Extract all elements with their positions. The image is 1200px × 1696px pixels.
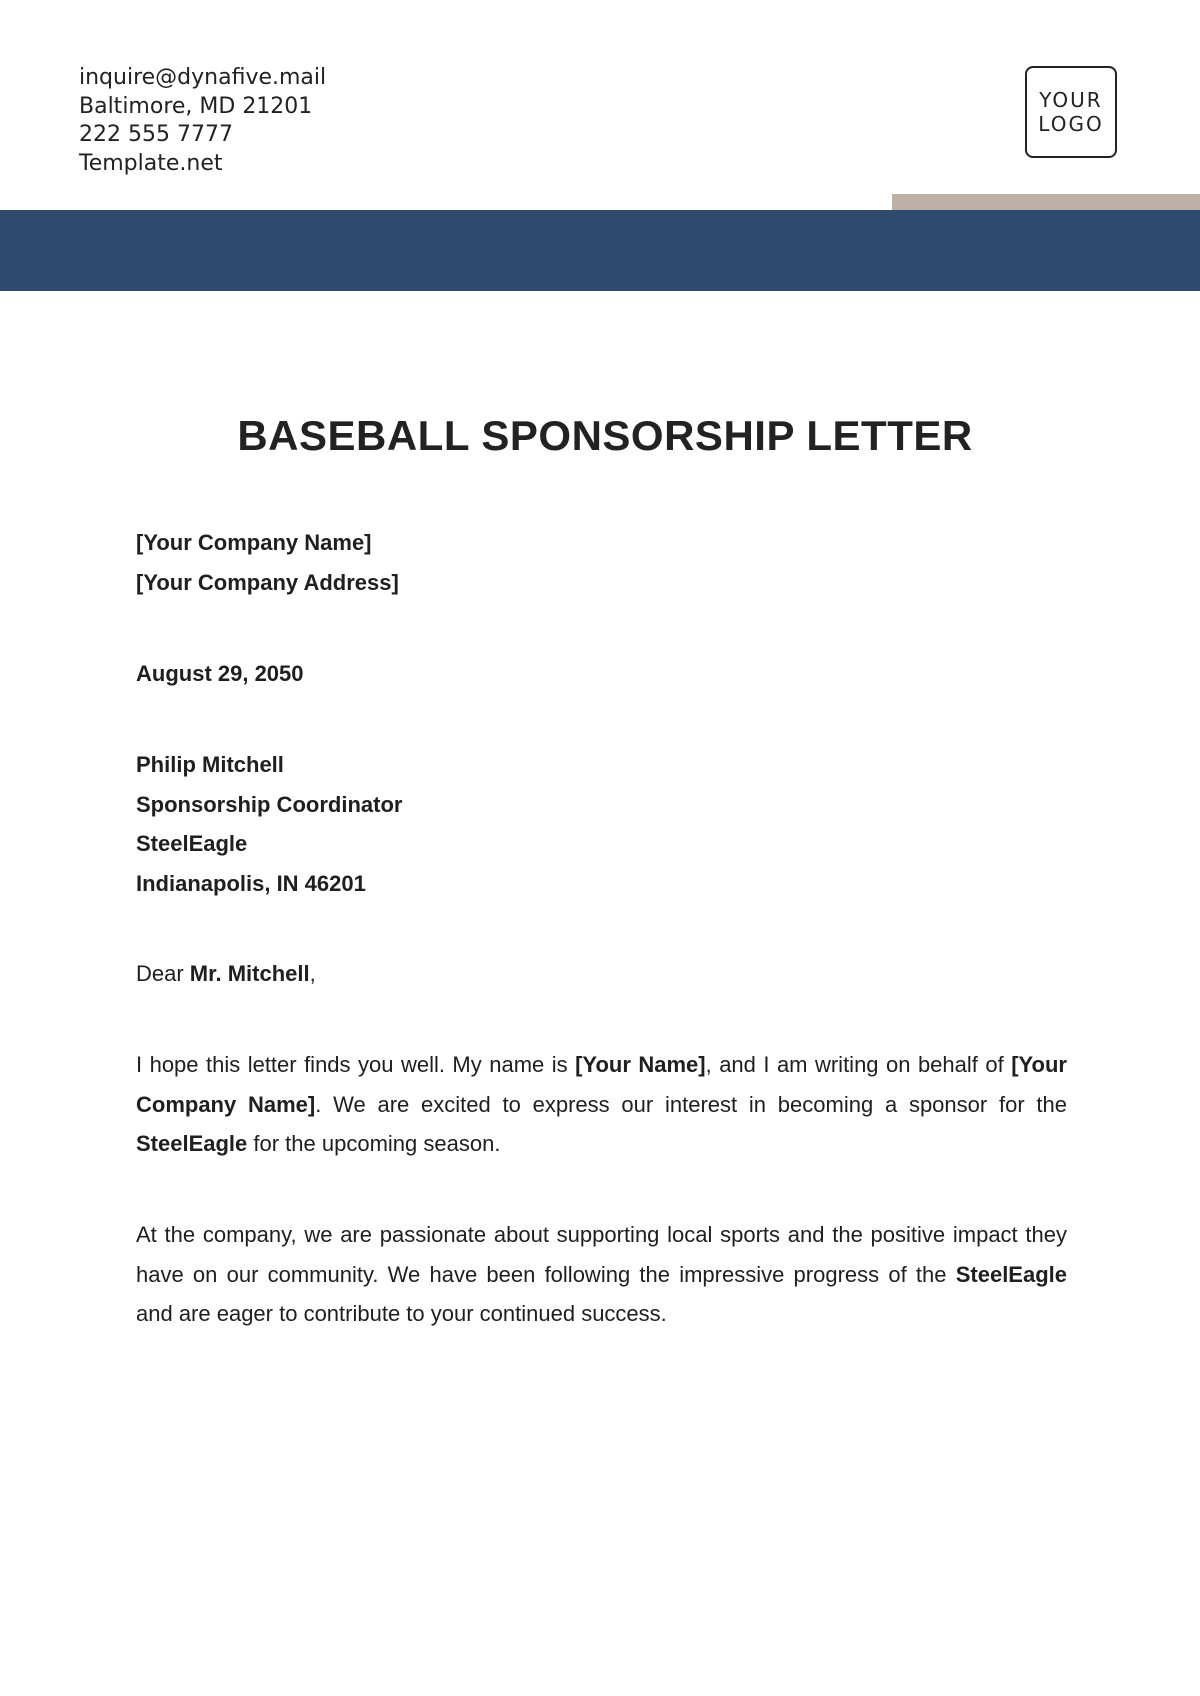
contact-address: Baltimore, MD 21201 <box>79 93 313 119</box>
logo-line-1: YOUR <box>1039 88 1103 112</box>
company-logo <box>1025 66 1117 158</box>
paragraph2-text-2: and are eager to contribute to your continued success. <box>136 1301 667 1326</box>
contact-email: inquire@dynafive.mail <box>79 65 327 90</box>
paragraph1-your-name: [Your Name] <box>575 1052 706 1077</box>
paragraph1-company-name: [Your Company Name] <box>136 1052 1067 1117</box>
recipient-block <box>136 745 1067 903</box>
recipient-name: Philip Mitchell <box>136 752 284 777</box>
paragraph-community <box>136 1215 1067 1334</box>
sender-contact-block <box>79 64 326 178</box>
accent-bar-tan <box>892 194 1200 210</box>
paragraph1-text-4: for the upcoming season. <box>247 1131 501 1156</box>
paragraph-introduction <box>136 1045 1067 1164</box>
contact-phone: 222 555 7777 <box>79 122 233 147</box>
letter-date: August 29, 2050 <box>136 661 304 686</box>
sender-block <box>136 523 1067 602</box>
recipient-title: Sponsorship Coordinator <box>136 791 403 817</box>
paragraph2-team-name: SteelEagle <box>955 1261 1067 1287</box>
paragraph1-text-3: . We are excited to express our interest in becoming a sponsor for the <box>315 1091 1067 1117</box>
sender-company-address: [Your Company Address] <box>136 569 399 595</box>
paragraph2-text-1: At the company, we are passionate about supporting local sports and the positive impact they have on our community. We have been following the impressive progress of the <box>136 1222 1067 1287</box>
paragraph1-text-1: I hope this letter finds you well. My name is <box>136 1052 576 1077</box>
sender-company-name: [Your Company Name] <box>136 530 372 555</box>
salutation-suffix: , <box>309 961 316 986</box>
contact-website: Template.net <box>79 150 223 176</box>
salutation <box>136 954 1067 994</box>
paragraph1-team-name: SteelEagle <box>136 1131 248 1156</box>
salutation-prefix: Dear <box>136 961 190 986</box>
paragraph1-text-2: , and I am writing on behalf of <box>705 1052 1012 1077</box>
recipient-location: Indianapolis, IN 46201 <box>136 870 366 896</box>
header-band-navy <box>0 210 1200 291</box>
recipient-organization: SteelEagle <box>136 831 248 856</box>
letter-title: BASEBALL SPONSORSHIP LETTER <box>237 412 973 459</box>
letter-date-block <box>136 654 1067 694</box>
logo-line-2: LOGO <box>1038 112 1104 136</box>
salutation-name: Mr. Mitchell <box>189 961 310 986</box>
